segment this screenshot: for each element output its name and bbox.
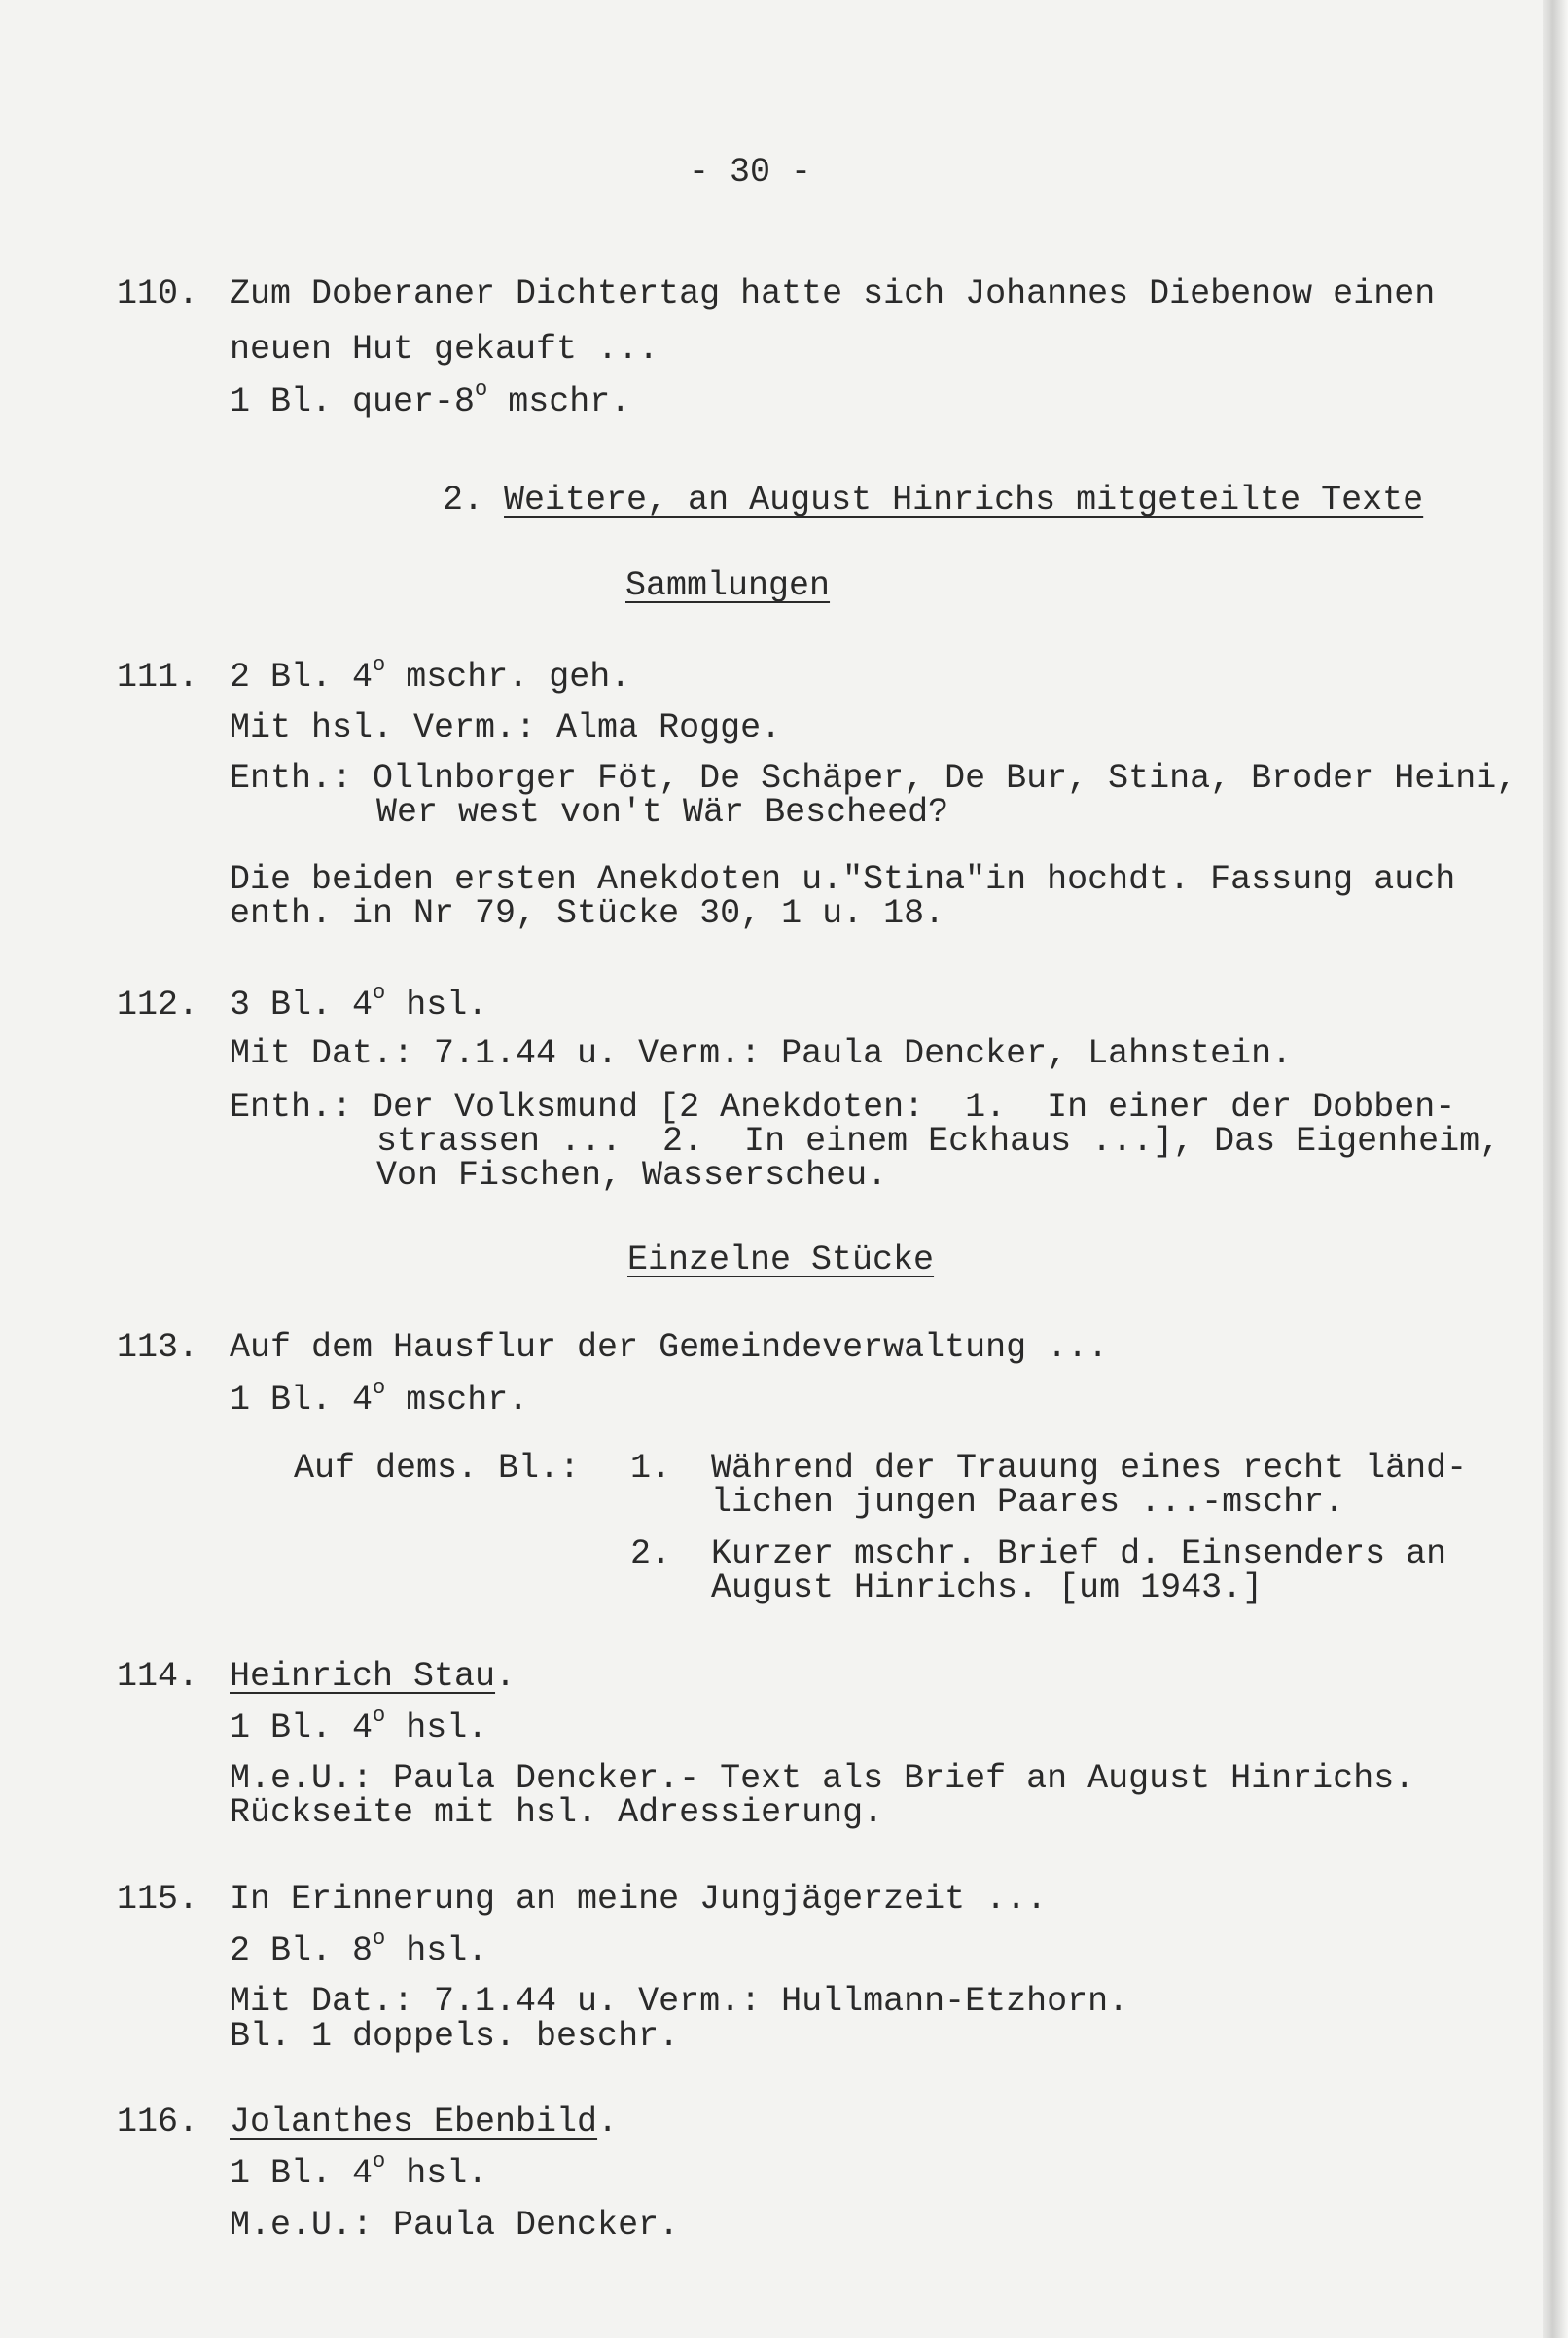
entry-note: Mit Dat.: 7.1.44 u. Verm.: Hullmann-Etzhorn. — [230, 1982, 1129, 2021]
entry-contents: strassen ... 2. In einem Eckhaus ...], Das Eigenheim, — [376, 1122, 1501, 1161]
entry-note: M.e.U.: Paula Dencker. — [230, 2206, 680, 2245]
entry-note: Mit hsl. Verm.: Alma Rogge. — [230, 708, 782, 747]
entry-title: Heinrich Stau. — [230, 1657, 517, 1696]
entry-description: 2 Bl. 4$^o$ mschr. geh. — [230, 653, 631, 697]
entry-note: Mit Dat.: 7.1.44 u. Verm.: Paula Dencker, Lahnstein. — [230, 1034, 1293, 1073]
entry-number: 110. — [117, 274, 199, 313]
subheading-sammlungen: Sammlungen — [625, 566, 831, 605]
entry-contents: Enth.: Ollnborger Föt, De Schäper, De Bur, Stina, Broder Heini, — [230, 759, 1517, 798]
sub-item-number: 2. — [630, 1534, 672, 1573]
entry-number: 115. — [117, 1880, 199, 1919]
entry-number: 116. — [117, 2103, 199, 2141]
sub-list-label: Auf dems. Bl.: — [294, 1449, 581, 1488]
entry-description: 3 Bl. 4$^o$ hsl. — [230, 981, 488, 1025]
entry-number: 112. — [117, 986, 199, 1025]
entry-description: 1 Bl. 4$^o$ hsl. — [230, 2149, 488, 2193]
entry-title: Auf dem Hausflur der Gemeindeverwaltung ... — [230, 1328, 1109, 1367]
sub-item-text: Kurzer mschr. Brief d. Einsenders an — [711, 1534, 1447, 1573]
sub-item-text: Während der Trauung eines recht länd- — [711, 1449, 1468, 1488]
entry-contents: Wer west von't Wär Bescheed? — [376, 793, 949, 832]
entry-number: 111. — [117, 658, 199, 697]
entry-note: M.e.U.: Paula Dencker.- Text als Brief an August Hinrichs. — [230, 1759, 1415, 1798]
entry-description: 2 Bl. 8$^o$ hsl. — [230, 1926, 488, 1970]
section-heading — [443, 481, 1424, 520]
entry-description: 1 Bl. 4$^o$ hsl. — [230, 1704, 488, 1747]
entry-title-line: Zum Doberaner Dichtertag hatte sich Johannes Diebenow einen — [230, 274, 1436, 313]
entry-title-line: neuen Hut gekauft ... — [230, 330, 659, 369]
section-number: 2. — [443, 481, 484, 520]
entry-description: 1 Bl. 4$^o$ mschr. — [230, 1376, 529, 1420]
sub-item-text: lichen jungen Paares ...-mschr. — [711, 1483, 1345, 1522]
entry-note: Rückseite mit hsl. Adressierung. — [230, 1793, 884, 1832]
page-number: - 30 - — [689, 153, 812, 192]
entry-note: Bl. 1 doppels. beschr. — [230, 2017, 680, 2056]
entry-number: 114. — [117, 1657, 199, 1696]
subheading-einzelne-stuecke: Einzelne Stücke — [627, 1241, 935, 1279]
entry-description: 1 Bl. quer-8$^o$ mschr. — [230, 378, 631, 421]
entry-title: Jolanthes Ebenbild. — [230, 2103, 619, 2141]
section-title: Weitere, an August Hinrichs mitgeteilte Texte — [504, 481, 1424, 520]
sub-item-text: August Hinrichs. [um 1943.] — [711, 1568, 1264, 1607]
entry-number: 113. — [117, 1328, 199, 1367]
entry-note: Die beiden ersten Anekdoten u."Stina"in hochdt. Fassung auch — [230, 860, 1456, 899]
entry-contents: Von Fischen, Wasserscheu. — [376, 1156, 888, 1195]
entry-title: In Erinnerung an meine Jungjägerzeit ... — [230, 1880, 1048, 1919]
entry-contents: Enth.: Der Volksmund [2 Anekdoten: 1. In einer der Dobben- — [230, 1088, 1456, 1127]
entry-note: enth. in Nr 79, Stücke 30, 1 u. 18. — [230, 894, 945, 933]
page-edge-shadow — [1543, 0, 1568, 2338]
sub-item-number: 1. — [630, 1449, 672, 1488]
